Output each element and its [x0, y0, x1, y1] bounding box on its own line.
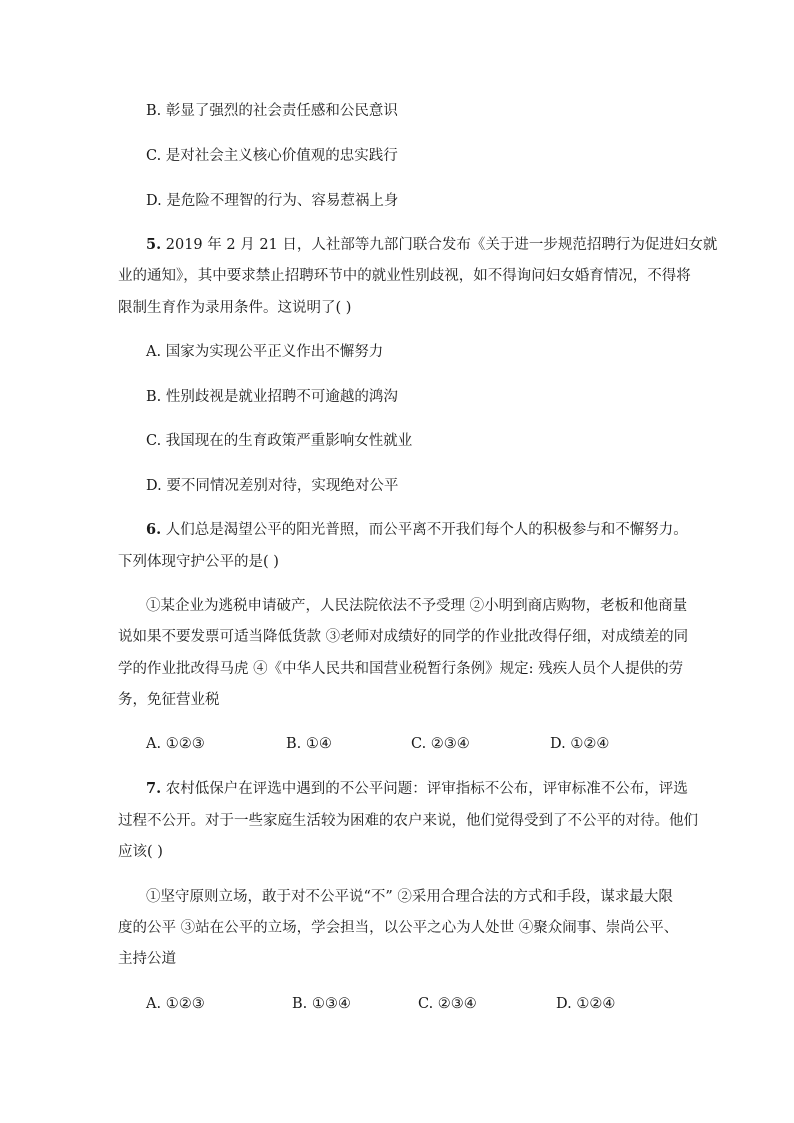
- q4-option-c: C. 是对社会主义核心价值观的忠实践行: [146, 148, 398, 164]
- q5-option-c: C. 我国现在的生育政策严重影响女性就业: [146, 433, 413, 449]
- q7-choice-c: C. ②③④: [418, 996, 477, 1012]
- q6-stem-line2: 下列体现守护公平的是( ): [118, 554, 279, 570]
- q5-stem-line3: 限制生育作为录用条件。这说明了( ): [118, 300, 352, 316]
- q6-statements-line2: 说如果不要发票可适当降低货款 ③老师对成绩好的同学的作业批改得仔细，对成绩差的同: [118, 629, 689, 645]
- q7-stem-text: 农村低保户在评选中遇到的不公平问题：评审指标不公布，评审标准不公布，评选: [161, 781, 688, 797]
- q6-stem-text: 人们总是渴望公平的阳光普照，而公平离不开我们每个人的积极参与和不懈努力。: [161, 522, 688, 538]
- q5-option-d: D. 要不同情况差别对待，实现绝对公平: [146, 478, 399, 494]
- q7-choices: [146, 994, 666, 1014]
- q6-statements-line1: ①某企业为逃税申请破产，人民法院依法不予受理 ②小明到商店购物，老板和他商量: [146, 598, 688, 614]
- q6-choice-d: D. ①②④: [550, 736, 610, 752]
- q7-stem-line3: 应该( ): [118, 844, 163, 860]
- q4-option-b: B. 彰显了强烈的社会责任感和公民意识: [146, 103, 398, 119]
- q7-statements-line1: ①坚守原则立场，敢于对不公平说“不” ②采用合理合法的方式和手段，谋求最大限: [146, 889, 673, 905]
- q7-choice-d: D. ①②④: [556, 996, 616, 1012]
- q5-stem-line1: [146, 235, 717, 255]
- q7-statements-line3: 主持公道: [118, 951, 176, 967]
- q6-number: 6.: [146, 521, 162, 538]
- q5-option-a: A. 国家为实现公平正义作出不懈努力: [146, 344, 384, 360]
- q5-number: 5.: [146, 236, 162, 253]
- q4-option-d: D. 是危险不理智的行为、容易惹祸上身: [146, 193, 399, 209]
- q6-choice-a: A. ①②③: [146, 736, 205, 752]
- q6-statements-line4: 务，免征营业税: [118, 692, 220, 708]
- q5-option-b: B. 性别歧视是就业招聘不可逾越的鸿沟: [146, 389, 398, 405]
- q5-stem-text: 2019 年 2 月 21 日，人社部等九部门联合发布《关于进一步规范招聘行为促进妇女就: [161, 237, 718, 253]
- q6-choices: [146, 734, 666, 754]
- q6-stem-line1: [146, 520, 688, 540]
- q7-stem-line1: [146, 779, 688, 799]
- q7-statements-line2: 度的公平 ③站在公平的立场，学会担当，以公平之心为人处世 ④聚众闹事、崇尚公平、: [118, 920, 679, 936]
- q7-stem-line2: 过程不公开。对于一些家庭生活较为困难的农户来说，他们觉得受到了不公平的对待。他们: [118, 813, 698, 829]
- q6-choice-b: B. ①④: [286, 736, 332, 752]
- q6-choice-c: C. ②③④: [411, 736, 470, 752]
- q7-choice-a: A. ①②③: [146, 996, 205, 1012]
- q7-choice-b: B. ①③④: [292, 996, 351, 1012]
- q7-number: 7.: [146, 780, 162, 797]
- q6-statements-line3: 学的作业批改得马虎 ④《中华人民共和国营业税暂行条例》规定: 残疾人员个人提供的劳: [118, 661, 684, 677]
- q5-stem-line2: 业的通知》，其中要求禁止招聘环节中的就业性别歧视，如不得询问妇女婚育情况，不得将: [118, 268, 691, 284]
